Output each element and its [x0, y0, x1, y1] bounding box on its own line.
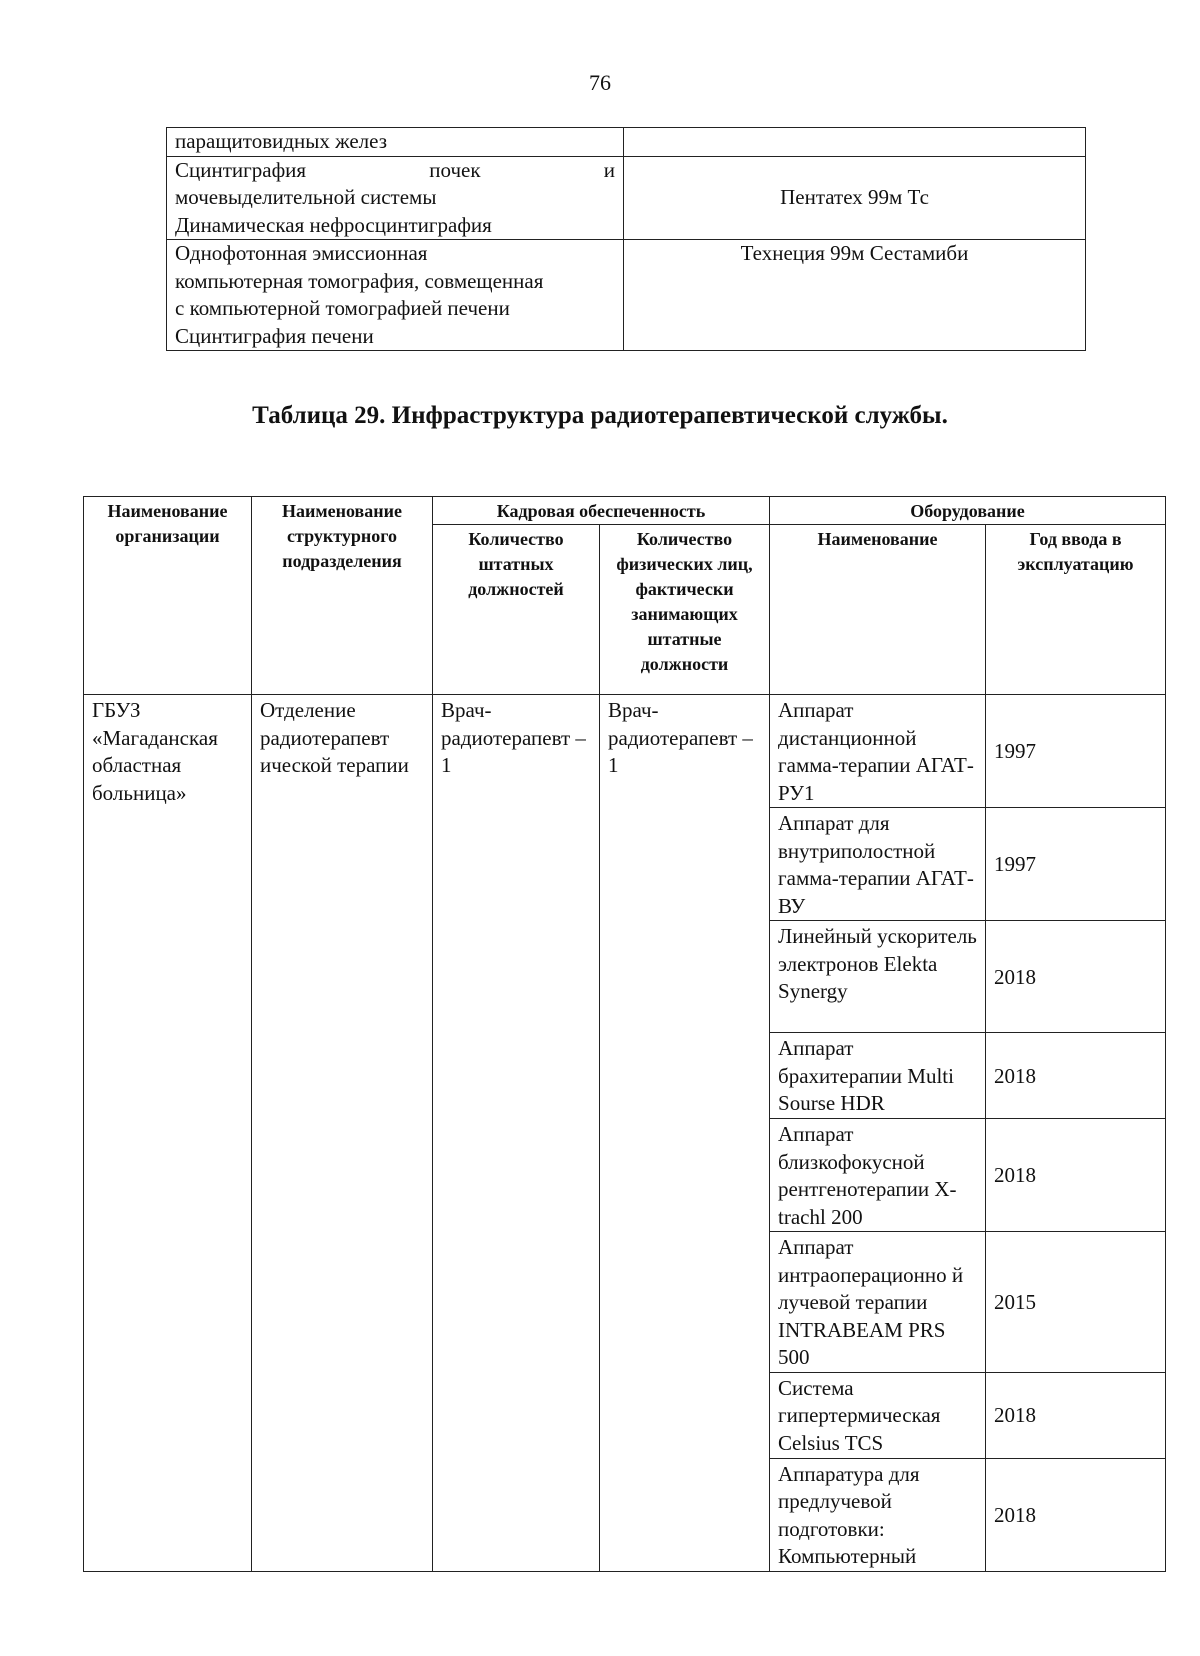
equipment-name: Система гипертермическая Celsius TCS — [770, 1372, 986, 1458]
text-line: Сцинтиграфия печени — [175, 323, 374, 348]
table-cell — [167, 240, 624, 351]
header-equip-name: Наименование — [770, 525, 986, 695]
header-equip-year: Год ввода в эксплуатацию — [986, 525, 1166, 695]
text-line: с компьютерной томографией печени — [175, 296, 510, 320]
equipment-year: 2018 — [986, 1458, 1166, 1571]
text-fragment: Сцинтиграфия — [175, 157, 307, 182]
table-cell: Пентатех 99м Тс — [624, 156, 1086, 240]
equipment-name: Аппарат для внутриполостной гамма-терапии АГАТ-ВУ — [770, 808, 986, 921]
header-staffing: Кадровая обеспеченность — [433, 497, 770, 525]
equipment-name: Аппарат интраоперационно й лучевой терапии INTRABEAM PRS 500 — [770, 1232, 986, 1373]
equipment-name: Аппарат дистанционной гамма-терапии АГАТ-РУ1 — [770, 695, 986, 808]
table-cell: паращитовидных желез — [167, 128, 624, 157]
table-cell — [624, 128, 1086, 157]
table-row — [84, 695, 1166, 808]
unit-cell: Отделение радиотерапевт ической терапии — [252, 695, 433, 1572]
text-line: мочевыделительной системы — [175, 185, 437, 209]
text-line: компьютерная томография, совмещенная — [175, 268, 544, 293]
equipment-year: 2018 — [986, 1372, 1166, 1458]
text-line: Динамическая нефросцинтиграфия — [175, 212, 492, 237]
table-cell — [167, 156, 624, 240]
text-fragment: и — [603, 157, 615, 182]
table-row — [167, 240, 1086, 351]
table-cell: Технеция 99м Сестамиби — [624, 240, 1086, 351]
table-caption: Таблица 29. Инфраструктура радиотерапевтической службы. — [252, 402, 948, 429]
equipment-name: Аппаратура для предлучевой подготовки: Компьютерный — [770, 1458, 986, 1571]
staff-persons-cell: Врач-радиотерапевт – 1 — [600, 695, 770, 1572]
equipment-year: 1997 — [986, 808, 1166, 921]
equipment-year: 2015 — [986, 1232, 1166, 1373]
header-row — [84, 497, 1166, 525]
top-table — [166, 127, 1086, 351]
header-unit: Наименование структурного подразделения — [252, 497, 433, 695]
staff-positions-cell: Врач-радиотерапевт – 1 — [433, 695, 600, 1572]
table-row — [167, 156, 1086, 240]
table-row — [167, 128, 1086, 157]
header-staff-persons: Количество физических лиц, фактически занимающих штатные должности — [600, 525, 770, 695]
text-fragment: почек — [429, 157, 481, 182]
equipment-name: Аппарат брахитерапии Multi Sourse HDR — [770, 1033, 986, 1119]
main-table — [83, 496, 1166, 1572]
equipment-year: 1997 — [986, 695, 1166, 808]
org-cell: ГБУЗ «Магаданская областная больница» — [84, 695, 252, 1572]
equipment-name: Аппарат близкофокусной рентгенотерапии X-trachl 200 — [770, 1119, 986, 1232]
header-org: Наименование организации — [84, 497, 252, 695]
equipment-year: 2018 — [986, 1033, 1166, 1119]
page-number: 76 — [589, 70, 611, 95]
header-equipment: Оборудование — [770, 497, 1166, 525]
equipment-year: 2018 — [986, 921, 1166, 1033]
text-line: Однофотонная эмиссионная — [175, 241, 428, 265]
header-staff-positions: Количество штатных должностей — [433, 525, 600, 695]
equipment-name: Линейный ускоритель электронов Elekta Synergy — [770, 921, 986, 1033]
equipment-year: 2018 — [986, 1119, 1166, 1232]
